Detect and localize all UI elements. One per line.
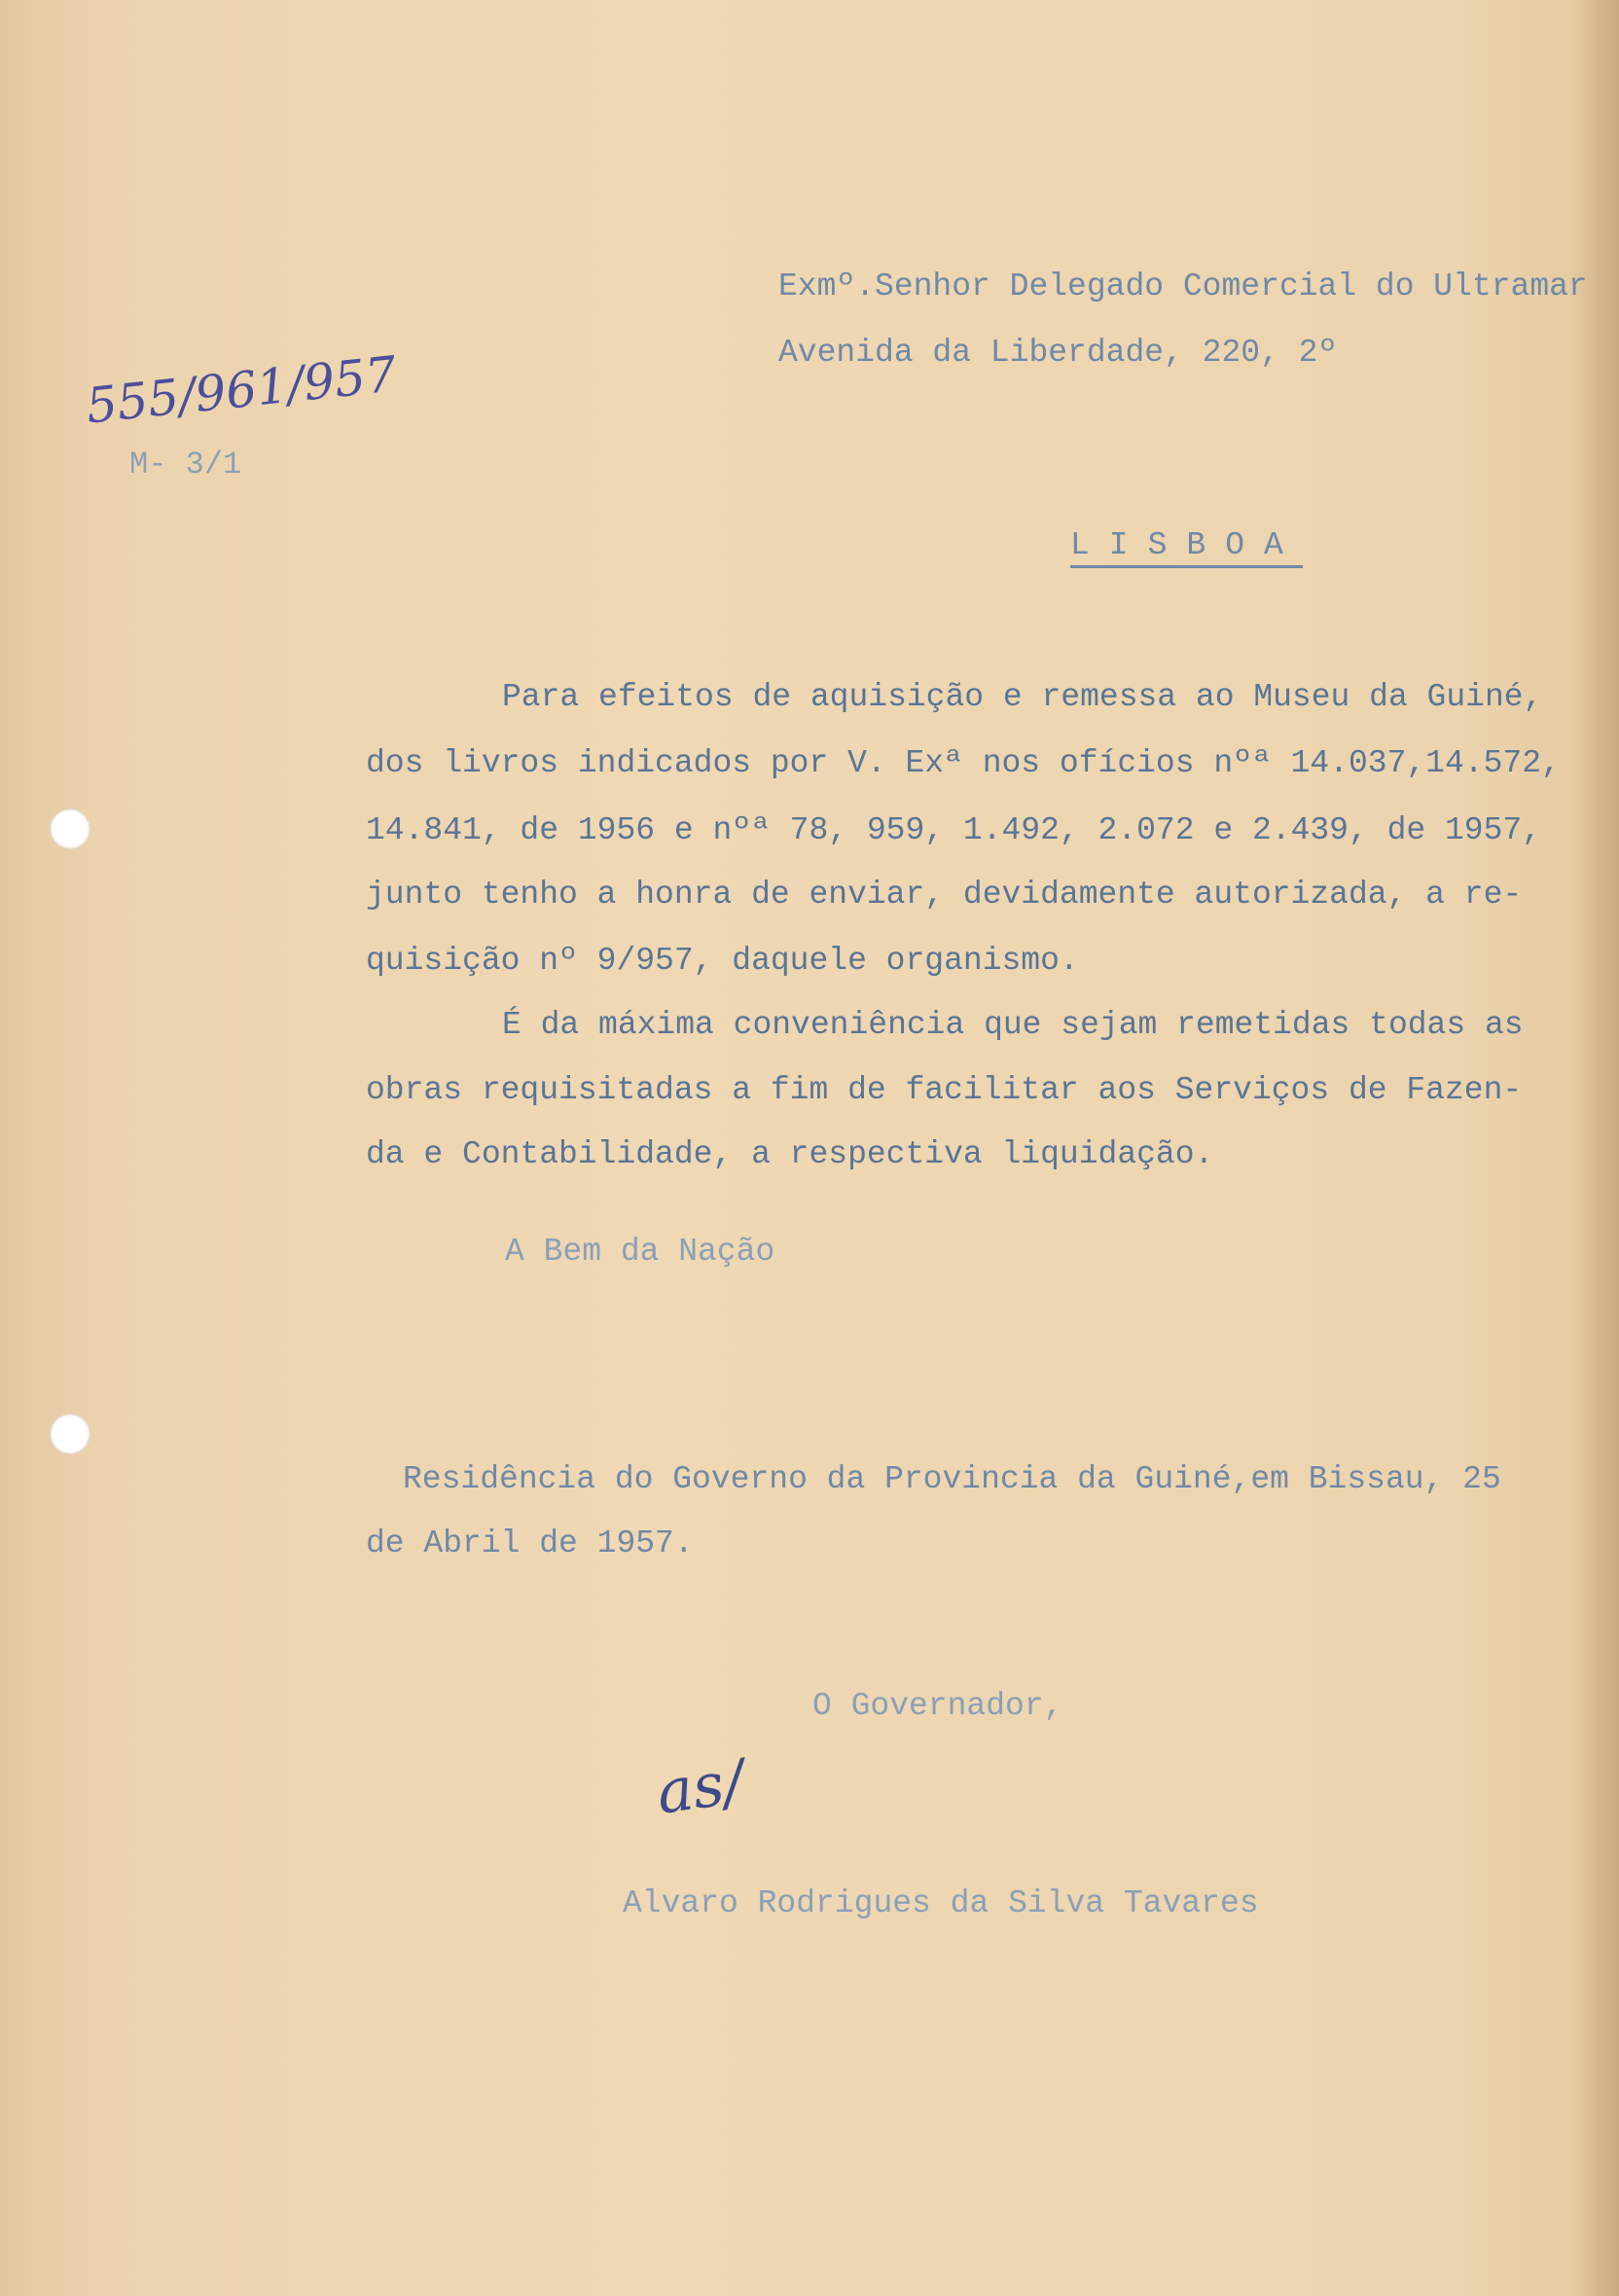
punch-hole-bottom xyxy=(50,1414,90,1454)
place-date-line-1: Residência do Governo da Provincia da Guiné,em Bissau, 25 xyxy=(403,1461,1501,1497)
page-edge xyxy=(1596,0,1619,2296)
body-line: 14.841, de 1956 e nºª 78, 959, 1.492, 2.072 e 2.439, de 1957, xyxy=(366,812,1541,848)
addressee-city: LISBOA xyxy=(1070,529,1303,568)
signature: as/ xyxy=(652,1745,749,1828)
addressee-line-2: Avenida da Liberdade, 220, 2º xyxy=(778,335,1338,371)
signatory-name: Alvaro Rodrigues da Silva Tavares xyxy=(623,1885,1259,1921)
body-line: Para efeitos de aquisição e remessa ao Museu da Guiné, xyxy=(502,679,1543,715)
body-line: quisição nº 9/957, daquele organismo. xyxy=(366,943,1079,979)
body-line: É da máxima conveniência que sejam remetidas todas as xyxy=(502,1007,1524,1043)
body-line: obras requisitadas a fim de facilitar aos Serviços de Fazen- xyxy=(366,1072,1523,1108)
filing-code: M- 3/1 xyxy=(129,447,242,483)
body-line: da e Contabilidade, a respectiva liquidação. xyxy=(366,1136,1214,1172)
signatory-title: O Governador, xyxy=(812,1688,1063,1724)
salutation: A Bem da Nação xyxy=(505,1234,775,1270)
body-line: dos livros indicados por V. Exª nos ofícios nºª 14.037,14.572, xyxy=(366,745,1561,781)
punch-hole-top xyxy=(50,808,90,849)
addressee-line-1: Exmº.Senhor Delegado Comercial do Ultramar xyxy=(778,269,1588,305)
body-line: junto tenho a honra de enviar, devidamente autorizada, a re- xyxy=(366,877,1523,913)
handwritten-reference-number: 555/961/957 xyxy=(83,345,400,435)
place-date-line-2: de Abril de 1957. xyxy=(366,1525,694,1561)
